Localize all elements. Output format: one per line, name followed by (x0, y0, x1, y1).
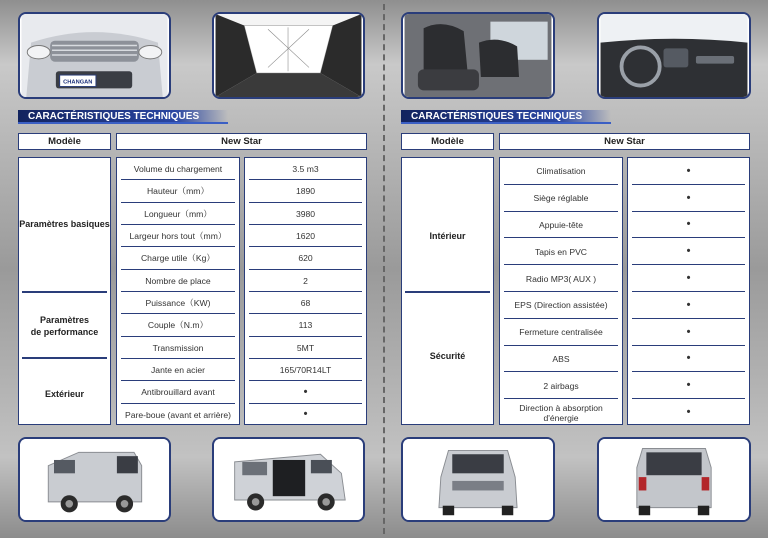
changan-badge: CHANGAN (63, 79, 93, 86)
left-group-exterior: Extérieur (44, 389, 85, 399)
left-spec-label-9: Jante en acier (121, 359, 235, 381)
right-spec-value-6: • (632, 319, 745, 346)
left-spec-value-6: 68 (249, 292, 362, 314)
right-label-column (499, 157, 623, 425)
page-fold-line (383, 4, 385, 534)
left-group-basic: Paramètres basiques (19, 219, 110, 229)
left-spec-label-6: Puissance（KW) (121, 292, 235, 314)
right-spec-value-2: • (632, 212, 745, 239)
left-spec-value-3: 1620 (249, 225, 362, 247)
left-spec-label-10: Antibrouillard avant (121, 381, 235, 403)
left-spec-value-0: 3.5 m3 (249, 158, 362, 180)
left-model-value: New Star (116, 133, 367, 150)
right-spec-value-7: • (632, 346, 745, 373)
left-spec-label-7: Couple（N.m） (121, 314, 235, 336)
right-spec-label-0: Climatisation (504, 158, 618, 185)
right-model-header: Modèle (401, 133, 494, 150)
left-spec-value-1: 1890 (249, 180, 362, 202)
left-group-performance: Paramètres de performance (30, 315, 99, 337)
right-spec-value-4: • (632, 265, 745, 292)
left-spec-label-11: Pare-boue (avant et arrière) (124, 409, 232, 420)
left-spec-value-4: 620 (249, 247, 362, 269)
right-spec-value-0: • (632, 158, 745, 185)
left-label-column (116, 157, 240, 425)
photo-van-open-door (212, 437, 365, 522)
photo-van-front (401, 437, 555, 522)
right-spec-value-3: • (632, 238, 745, 265)
right-spec-value-5: • (632, 292, 745, 319)
left-spec-value-7: 113 (249, 314, 362, 336)
left-spec-value-9: 165/70R14LT (249, 359, 362, 381)
right-spec-label-4: Radio MP3( AUX ) (504, 265, 618, 292)
left-spec-value-2: 3980 (249, 203, 362, 225)
photo-van-side-rear (18, 437, 171, 522)
right-spec-label-5: EPS (Direction assistée) (504, 292, 618, 319)
left-spec-label-3: Largeur hors tout（mm） (121, 225, 235, 247)
right-spec-value-1: • (632, 185, 745, 212)
photo-van-rear (597, 437, 751, 522)
left-group-column (18, 157, 111, 425)
left-section-title: CARACTÉRISTIQUES TECHNIQUES (18, 110, 228, 124)
right-model-value: New Star (499, 133, 750, 150)
photo-dashboard (597, 12, 751, 99)
right-spec-value-9: • (686, 406, 691, 419)
left-spec-value-8: 5MT (249, 337, 362, 359)
right-spec-label-9: Direction à absorption d'énergie (519, 402, 603, 423)
right-spec-label-1: Siège réglable (504, 185, 618, 212)
left-spec-value-11: • (303, 408, 308, 421)
right-spec-label-3: Tapis en PVC (504, 238, 618, 265)
left-spec-label-0: Volume du chargement (121, 158, 235, 180)
left-spec-label-5: Nombre de place (121, 270, 235, 292)
photo-cargo-area (212, 12, 365, 99)
right-section-title: CARACTÉRISTIQUES TECHNIQUES (401, 110, 611, 124)
right-spec-label-8: 2 airbags (504, 372, 618, 399)
right-group-interior: Intérieur (429, 231, 466, 241)
photo-front-grille (18, 12, 171, 99)
left-spec-label-2: Longueur（mm） (121, 203, 235, 225)
left-spec-value-5: 2 (249, 270, 362, 292)
right-value-column (627, 157, 750, 425)
right-group-column (401, 157, 494, 425)
left-spec-label-1: Hauteur（mm） (121, 180, 235, 202)
left-spec-value-10: • (249, 381, 362, 403)
right-spec-label-2: Appuie-tête (504, 212, 618, 239)
photo-seats (401, 12, 555, 99)
right-spec-label-7: ABS (504, 346, 618, 373)
right-spec-value-8: • (632, 372, 745, 399)
right-spec-label-6: Fermeture centralisée (504, 319, 618, 346)
left-spec-label-8: Transmission (121, 337, 235, 359)
right-group-safety: Sécurité (429, 351, 466, 361)
left-model-header: Modèle (18, 133, 111, 150)
left-value-column (244, 157, 367, 425)
left-spec-label-4: Charge utile（Kg） (121, 247, 235, 269)
